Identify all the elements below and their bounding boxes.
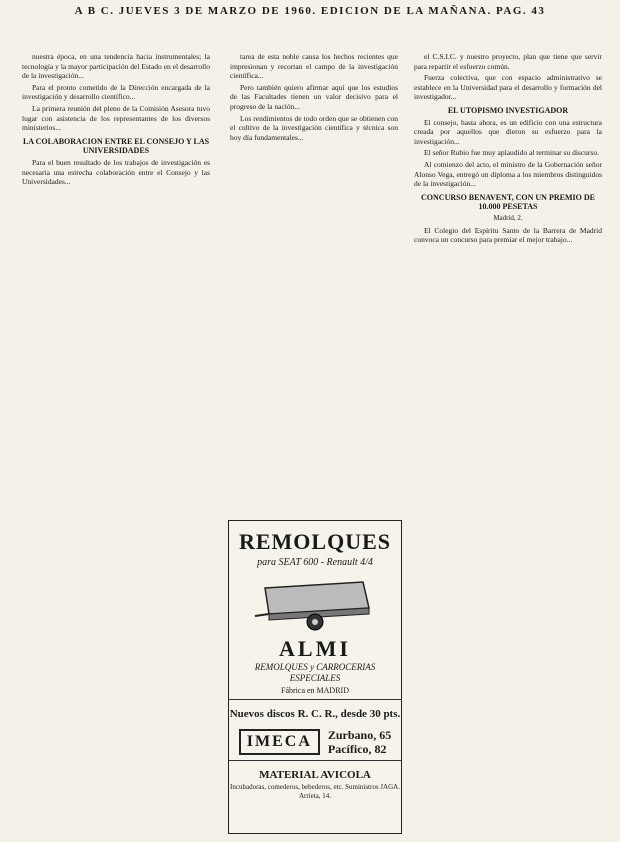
article-paragraph: El Colegio del Espíritu Santo de la Barrera de Madrid convoca un concurso para premiar el mejor trabajo... [414, 225, 602, 245]
article-paragraph: Fuerza colectiva, que con espacio administrativo se establece en la Universidad para el desarrollo y formación del investigador... [414, 73, 602, 102]
ad-divider [229, 699, 401, 700]
ad-remolques-title: REMOLQUES [238, 529, 392, 554]
byline: Madrid, 2. [493, 213, 523, 222]
column-3 [414, 52, 602, 838]
article-paragraph: el C.S.I.C. y nuestro proyecto, plan que tiene que servir para repartir el esfuerzo común. [414, 52, 602, 71]
article-paragraph: Para el pronto cometido de la Dirección encargada de la investigación y desarrollo científico... [22, 82, 210, 102]
article-paragraph: La primera reunión del pleno de la Comisión Asesora tuvo lugar con asistencia de los representantes de los diversos ministerios... [22, 103, 210, 133]
ad-discos: Nuevos discos R. C. R., desde 30 pts. [229, 708, 401, 720]
page-header: A B C. JUEVES 3 DE MARZO DE 1960. EDICION DE LA MAÑANA. PAG. 43 [74, 5, 546, 17]
article-paragraph: Pero también quiero afirmar aquí que los estudios de las Facultades tienen un valor decisivo para el progreso de la nación... [230, 82, 398, 111]
column-1 [22, 52, 210, 838]
article-paragraph: nuestra época, en una tendencia hacia instrumentales; la tecnología y la mayor participación del Estado en el desarrollo de la investigación... [22, 52, 210, 81]
ad-imeca-addresses [328, 728, 391, 756]
article-paragraph: El consejo, hasta ahora, es un edificio con una estructura creada por aquellos que dieron su esfuerzo para la investigación... [414, 117, 602, 146]
ad-almi-sub2: ESPECIALES [289, 673, 341, 683]
column-2 [230, 52, 398, 330]
ad-remolques-sub: para SEAT 600 - Renault 4/4 [257, 557, 373, 568]
section-heading: CONCURSO BENAVENT, CON UN PREMIO DE 10.000 PESETAS [421, 192, 595, 212]
ad-almi-sub1: REMOLQUES y CARROCERIAS [254, 662, 376, 672]
trailer-illustration-icon [245, 574, 385, 634]
article-paragraph: tarea de esta noble causa los hechos recientes que impresionan y recortan el campo de la investigación científica... [230, 52, 398, 81]
advertisement-block [228, 520, 402, 834]
article-paragraph: Los rendimientos de todo orden que se obtienen con el cultivo de la investigación científica y técnica son hoy día fundamentales... [230, 113, 398, 142]
ad-almi-brand: ALMI [279, 636, 351, 661]
ad-imeca-brand: IMECA [239, 729, 320, 755]
ad-almi-location: Fábrica en MADRID [281, 686, 349, 695]
ad-address-1: Zurbano, 65 [327, 728, 392, 742]
article-paragraph: Para el buen resultado de los trabajos de investigación es necesaria una estrecha colaboración entre el Consejo y las Universidades... [22, 157, 210, 187]
ad-material-sub: Incubadoras, comederos, bebederos, etc. Suministros JAGA. Arrieta, 14. [230, 783, 400, 800]
section-heading: LA COLABORACION ENTRE EL CONSEJO Y LAS UNIVERSIDADES [22, 136, 210, 156]
section-heading: EL UTOPISMO INVESTIGADOR [447, 105, 569, 115]
ad-divider [229, 760, 401, 761]
article-paragraph: Al comienzo del acto, el ministro de la Gobernación señor Alonso Vega, entregó un diploma a los miembros distinguidos de la investigación... [414, 159, 602, 189]
ad-address-2: Pacífico, 82 [327, 742, 387, 756]
ad-imeca-row [229, 728, 401, 756]
ad-material-title: MATERIAL AVICOLA [259, 769, 371, 781]
article-paragraph: El señor Rubio fue muy aplaudido al terminar su discurso. [424, 148, 599, 158]
